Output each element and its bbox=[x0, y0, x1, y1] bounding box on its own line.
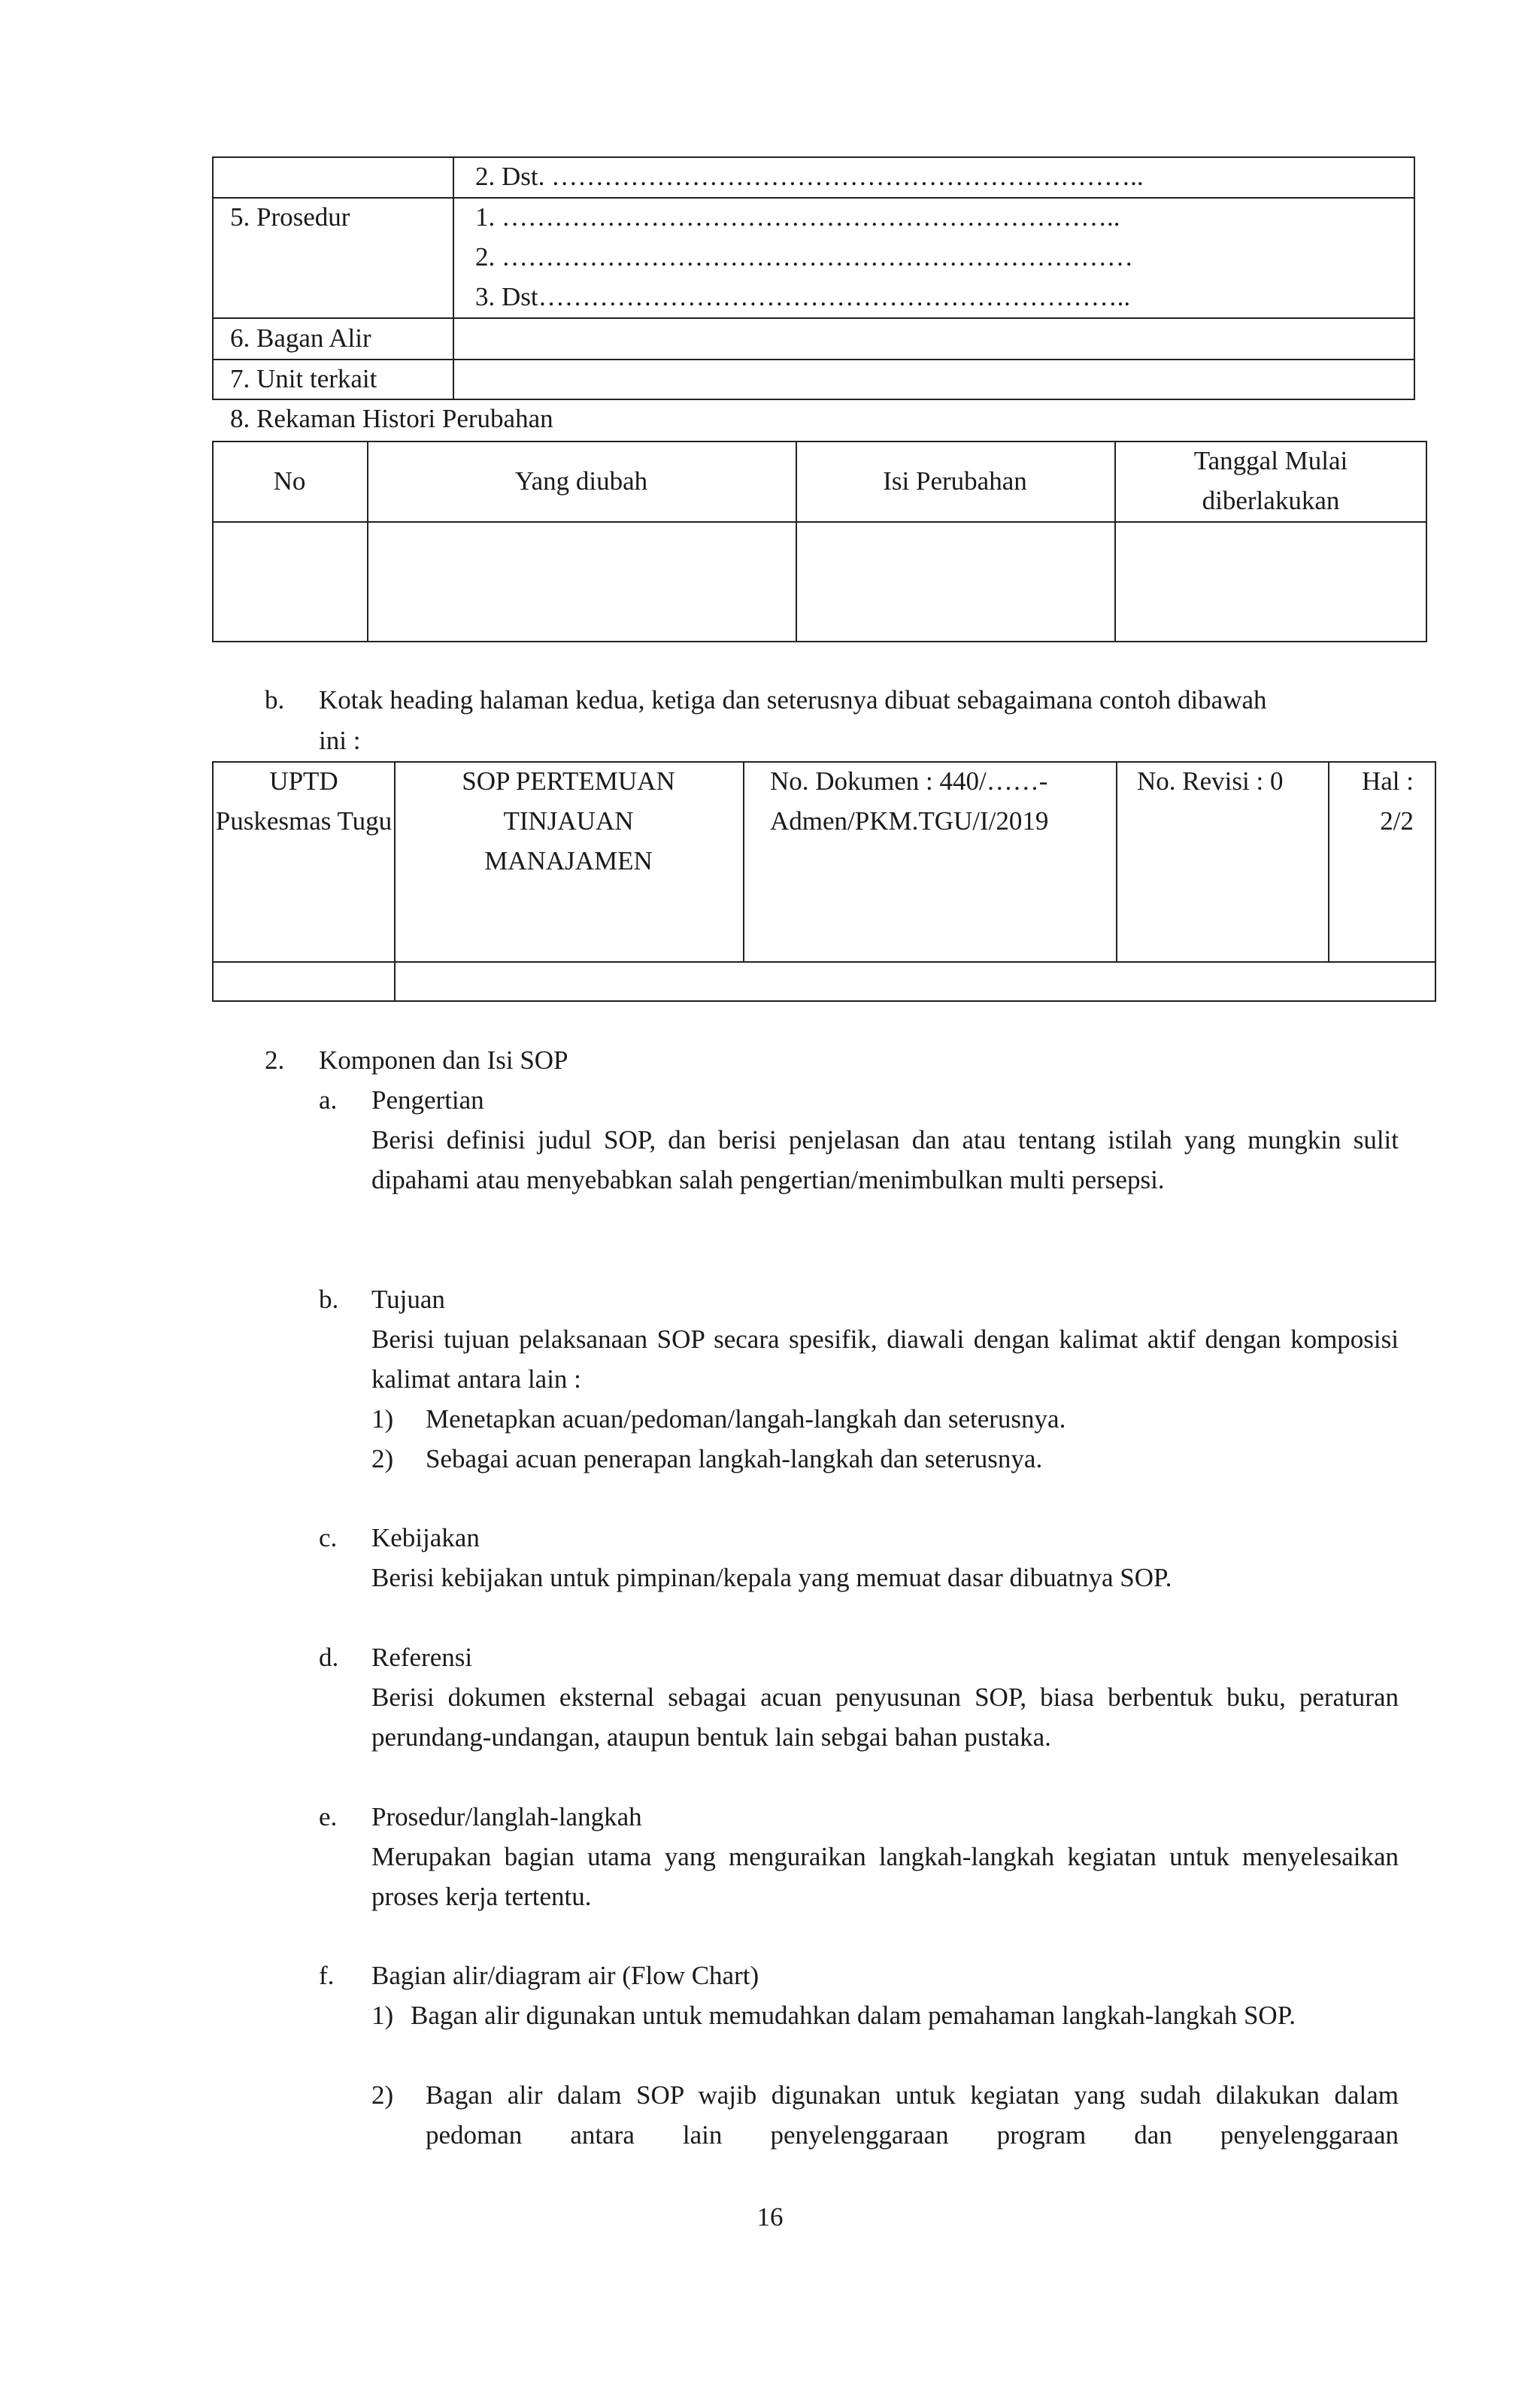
heading-revision: No. Revisi : 0 bbox=[1137, 766, 1284, 796]
item-b-body: Berisi tujuan pelaksanaan SOP secara spesifik, diawali dengan kalimat aktif dengan komposisi kalimat antara lain : bbox=[371, 1324, 1399, 1394]
item-b-sub2-marker: 2) bbox=[371, 1444, 394, 1473]
item-c-body: Berisi kebijakan untuk pimpinan/kepala yang memuat dasar dibuatnya SOP. bbox=[371, 1563, 1172, 1592]
prosedur-line-2: 2. ……………………………………………………………… bbox=[475, 242, 1133, 272]
item-e-body: Merupakan bagian utama yang menguraikan langkah-langkah kegiatan untuk menyelesaikan proses kerja tertentu. bbox=[371, 1842, 1399, 1911]
item-e-title: Prosedur/langlah-langkah bbox=[371, 1802, 642, 1831]
komponen-title: Komponen dan Isi SOP bbox=[319, 1045, 568, 1075]
heading-doc-no: No. Dokumen : 440/……-Admen/PKM.TGU/I/2019 bbox=[770, 766, 1049, 836]
item-b-sub1-marker: 1) bbox=[371, 1404, 394, 1434]
histori-header-yang-diubah: Yang diubah bbox=[514, 466, 648, 496]
item-c-title: Kebijakan bbox=[371, 1523, 480, 1552]
heading-title: SOP PERTEMUAN TINJAUAN MANAJAMEN bbox=[462, 766, 675, 875]
item-d-title: Referensi bbox=[371, 1643, 473, 1672]
item-f-sub1-marker: 1) bbox=[371, 2001, 394, 2030]
item-a-marker: a. bbox=[319, 1085, 338, 1115]
item-b-sub2-text: Sebagai acuan penerapan langkah-langkah dan seterusnya. bbox=[426, 1444, 1043, 1473]
komponen-number: 2. bbox=[265, 1045, 285, 1075]
item-d-body: Berisi dokumen eksternal sebagai acuan penyusunan SOP, biasa berbentuk buku, peraturan perundang-undangan, ataupun bentuk lain sebgai bahan pustaka. bbox=[371, 1683, 1399, 1752]
section-b-text-line1: Kotak heading halaman kedua, ketiga dan seterusnya dibuat sebagaimana contoh dibawah bbox=[319, 685, 1267, 715]
item-f-sub2-marker: 2) bbox=[371, 2080, 394, 2110]
section-b-text-line2: ini : bbox=[319, 726, 361, 755]
row-dst-text: 2. Dst. ………………………………………………………….. bbox=[475, 162, 1144, 191]
heading-org: UPTD Puskesmas Tugu bbox=[215, 766, 393, 836]
item-d-marker: d. bbox=[319, 1643, 339, 1672]
histori-title: 8. Rekaman Histori Perubahan bbox=[230, 404, 553, 433]
page-number: 16 bbox=[756, 2202, 784, 2232]
item-b-sub1-text: Menetapkan acuan/pedoman/langah-langkah dan seterusnya. bbox=[426, 1404, 1066, 1434]
histori-header-isi-perubahan: Isi Perubahan bbox=[883, 466, 1027, 496]
heading-page: Hal : 2/2 bbox=[1361, 766, 1414, 836]
histori-header-no: No bbox=[273, 466, 306, 496]
item-f-title: Bagian alir/diagram air (Flow Chart) bbox=[371, 1961, 759, 1990]
prosedur-label: 5. Prosedur bbox=[230, 202, 350, 232]
item-f-sub2-text: Bagan alir dalam SOP wajib digunakan untuk kegiatan yang sudah dilakukan dalam pedoman antara lain penyelenggaraan program dan penyelenggaraan bbox=[426, 2080, 1399, 2150]
item-b-title: Tujuan bbox=[371, 1285, 445, 1314]
item-c-marker: c. bbox=[319, 1523, 338, 1552]
item-f-sub1-text: Bagan alir digunakan untuk memudahkan dalam pemahaman langkah-langkah SOP. bbox=[411, 2001, 1296, 2030]
section-b-marker: b. bbox=[265, 685, 285, 715]
unit-terkait-label: 7. Unit terkait bbox=[230, 364, 377, 393]
item-a-body: Berisi definisi judul SOP, dan berisi penjelasan dan atau tentang istilah yang mungkin sulit dipahami atau menyebabkan salah pengertian/menimbulkan multi persepsi. bbox=[371, 1125, 1399, 1194]
prosedur-line-1: 1. …………………………………………………………….. bbox=[475, 202, 1120, 232]
histori-header-tanggal: Tanggal Mulai diberlakukan bbox=[1193, 446, 1348, 515]
bagan-alir-label: 6. Bagan Alir bbox=[230, 323, 371, 353]
item-a-title: Pengertian bbox=[371, 1085, 484, 1115]
item-b-marker: b. bbox=[319, 1285, 339, 1314]
prosedur-line-3: 3. Dst………………………………………………………….. bbox=[475, 282, 1131, 311]
item-f-marker: f. bbox=[319, 1961, 335, 1990]
item-e-marker: e. bbox=[319, 1802, 338, 1831]
